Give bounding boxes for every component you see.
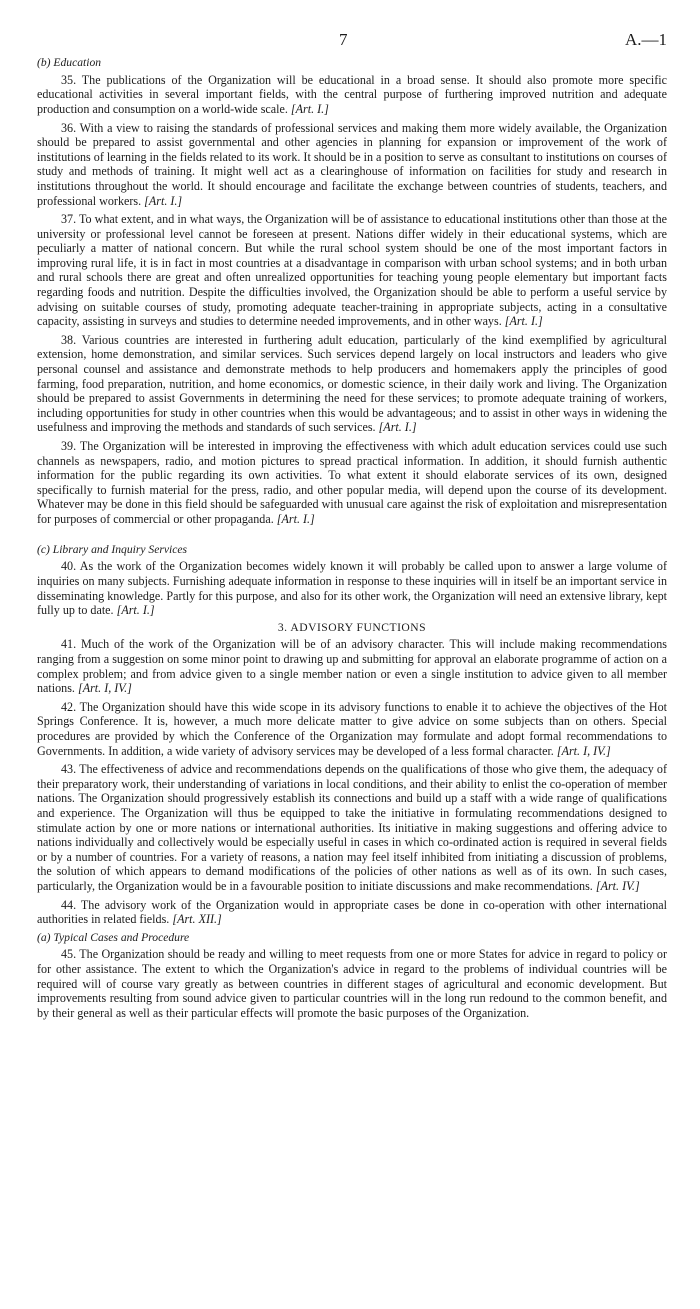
paragraph [37,73,667,117]
article-reference: [Art. I.] [144,193,183,208]
paragraph-text: 38. Various countries are interested in furthering adult education, particularly of the kind exemplified by agricultural extension, home demonstration, and similar services. Such services depend largely on local instructors and leaders who give personal counsel and assistance and demonstrate methods to help producers and homemakers apply the principles of good farming, food preparation, nutrition, and home economics, or domestic science, in their daily work and living. The Organization should be prepared to assist Governments in determining the need for these services; to promote adequate training of workers, including opportunities for study in other countries when this would be advantageous; and to assist in other ways in widening the usefulness and improving the methods and standards of such services. [37,332,667,435]
paragraph-text: 37. To what extent, and in what ways, the Organization will be of assistance to educational institutions other than those at the university or professional level cannot be foreseen at present. Nations differ widely in their educational systems, which are peculiarly a matter of national concern. But while the rural school system should be one of the most important factors in improving rural life, it is in fact in most countries at a disadvantage in comparison with urban school systems; and in both urban and rural schools there are great and often unrealized opportunities for teaching young people elementary but important facts regarding foods and nutrition. Despite the difficulties involved, the Organization should be able to perform a useful service by advising on suitable courses of study, promoting adequate teacher-training in appropriate subjects, acting in a consultative capacity, assisting in surveys and studies to determine needed improvements, and in other ways. [37,212,667,329]
article-reference: [Art. I.] [378,420,417,435]
paragraph [37,439,667,527]
paragraph-text: 41. Much of the work of the Organization will be of an advisory character. This will include making recommendations ranging from a suggestion on some minor point to drawing up and submitting for approval an elaborate programme of action on a complex problem; and from advice given to a single member nation or even a single institution to advice given to all member nations. [37,637,667,696]
subsection-heading: (a) Typical Cases and Procedure [37,930,190,944]
paragraph [37,947,667,1020]
document-page [37,30,667,1024]
document-body [37,57,667,1020]
paragraph [37,700,667,758]
paragraph-text: 44. The advisory work of the Organization would in appropriate cases be done in co-operation with other international authorities in related fields. [37,897,667,927]
section-gap [37,531,667,539]
paragraph [37,121,667,209]
article-reference: [Art. I.] [290,101,329,116]
paragraph-text: 45. The Organization should be ready and willing to meet requests from one or more States for advice in regard to policy or for other assistance. The extent to which the Organization's advice in regard to the problems of individual countries will be required will of course vary greatly as between countries in different stages of agricultural and economic development. But improvements resulting from sound advice given to particular countries will in the long run redound to the common benefit, and by their general as well as their particular effects will promote the basic purposes of the Organization. [37,947,667,1020]
paragraph-text: 39. The Organization will be interested in improving the effectiveness with which adult education services could use such channels as newspapers, radio, and motion pictures to spread practical information. In addition, it should furnish authentic information for the public regarding its own activities. To what extent it should elaborate services of its own, designed specifically to furnish material for the press, radio, and other popular media, will depend upon the course of its development. Whatever may be done in this field should be safeguarded with unusual care against the risk of exploitation and misrepresentation for purposes of commercial or other propaganda. [37,439,667,526]
page-number: 7 [339,30,348,49]
section-heading: 3. ADVISORY FUNCTIONS [277,620,427,634]
article-reference: [Art. XII.] [172,912,222,927]
paragraph [37,898,667,927]
subsection-heading: (c) Library and Inquiry Services [37,542,188,556]
paragraph [37,212,667,329]
article-reference: [Art. I, IV.] [556,743,611,758]
article-reference: [Art. I.] [276,511,315,526]
paragraph-text: 43. The effectiveness of advice and recommendations depends on the qualifications of those who give them, the adequacy of their preparatory work, their understanding of variations in local conditions, and their ability to enlist the co-operation of member nations. The Organization should progressively establish its connections and build up a staff with a wide range of qualifications and experience. The Organization will thus be equipped to take the initiative in formulating recommendations designed to stimulate action by one or more nations or international authorities. Its initiative in making suggestions and offering advice to nations individually and collectively would be especially useful in cases in which co-ordinated action is required in several fields or by a number of countries. For a variety of reasons, a nation may feel itself inhibited from initiating a discussion of problems, the solution of which appears to demand modifications of the policies of other nations as well as of its own. In such cases, particularly, the Organization would be in a favourable position to initiate discussions and make recommendations. [37,762,667,893]
paragraph [37,762,667,893]
paragraph [37,333,667,435]
paragraph-text: 42. The Organization should have this wide scope in its advisory functions to enable it to achieve the objectives of the Hot Springs Conference. It is, however, a much more delicate matter to give advice on some subjects than on others. Special procedures are provided by which the Conference of the Organization may formulate and adopt formal recommendations to Governments. In addition, a wide variety of advisory services may be developed of a less formal character. [37,699,667,758]
article-reference: [Art. IV.] [595,878,640,893]
paragraph-text: 40. As the work of the Organization becomes widely known it will probably be called upon to answer a large volume of inquiries on many subjects. Furnishing adequate information in response to these inquiries will in itself be an important service in disseminating knowledge. Partly for this purpose, and also for its other work, the Organization will need an extensive library, kept fully up to date. [37,559,667,618]
article-reference: [Art. I.] [504,314,543,329]
article-reference: [Art. I, IV.] [78,681,132,696]
page-header [37,30,667,52]
paragraph [37,637,667,695]
paragraph-text: 35. The publications of the Organization will be educational in a broad sense. It should also promote more specific educational activities in several important fields, with the central purpose of furthering improved nutrition and adequate production and consumption on a world-wide scale. [37,72,667,116]
subsection-heading: (b) Education [37,56,102,69]
paragraph-text: 36. With a view to raising the standards of professional services and making them more widely available, the Organization should be prepared to assist governmental and other agencies in planning for expansion or improvement of the work of institutions of learning in the fields related to its work. It should be in a position to serve as consultant to institutions on courses of study and methods of training. It might well act as a clearinghouse of information on facilities for study and research in institutions throughout the world. It should encourage and facilitate the exchange between countries of students, teachers, and professional workers. [37,120,667,208]
paragraph [37,559,667,617]
article-reference: [Art. I.] [116,603,155,618]
document-reference: A.—1 [624,30,667,49]
